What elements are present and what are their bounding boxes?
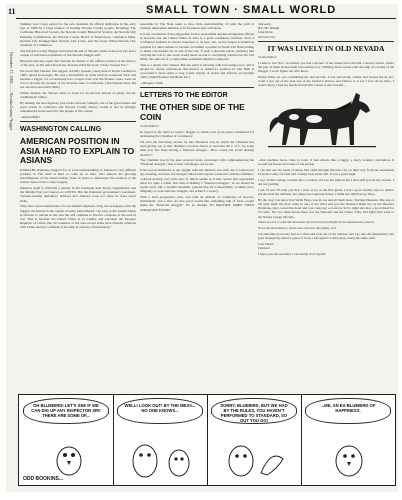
letter-paragraph: We note the following excuse for the ridiculous way in which the Chamber has been giving out, is that "Perhaps you have heard or read that the C of C for some time now has been having a financial struggle... How could you avoid hearing about it?"	[140, 139, 254, 157]
comic-panel-1	[19, 395, 114, 485]
column-3	[258, 22, 394, 318]
letter-headline: THE OTHER SIDE OF THE COIN	[140, 102, 245, 122]
side-dateline: December 17, 1969.........Nevada County Nugget	[9, 52, 14, 131]
letter-paragraph: In regard to the letter to today's Nugget to which your good paper considered for addressing the Chamber of Commerce:	[140, 130, 254, 139]
divider	[258, 41, 394, 42]
letter-paragraph: Ernest Wing, he was considering my dad and me. I was and all my clothes and looked me up in a room, I got out of the gate one of my mother's drawer, and believe it or not I was cut up there. I wasn't dizzy, I had my hands around still a dead or my dad and ...	[258, 74, 394, 88]
letter-paragraph: I saw all this change towards like a rookery old tree but believe me I have still got all my women. I am not jostling.	[258, 178, 394, 187]
column-2	[140, 22, 254, 318]
letter-paragraph: It has not reconsidered, at any length, with any memory, nor with one to bounced at any evening, nor have any meager talked with anyone connected with the Chamber--without hearing very little else. It almost seems as if that certain that respondent letter for quite a while. Our idea of making a "financial struggle," as we should be speak--well, like a GOOD salesman, pretend that all is meanwhile, working more diligently to overcome the struggle, and achieve a victory.	[140, 168, 254, 194]
speech-balloon: WELL! LOOK OUT! BY THE MESS... NO ONE KNOWS...	[117, 398, 203, 424]
page-header	[6, 4, 398, 18]
letter-signature: Jack Farner Oakland	[258, 241, 274, 250]
side-strip	[6, 22, 18, 222]
letter-salutation: To the Editor:	[140, 124, 159, 129]
letter-paragraph: By the way, you know that Wells Fargo was in one and all them there. Sterling Pheasant. But one of the time when the mail came in one, at the other end was the National Bank run by the Beecher Baldwins, they owned the hotel and you could get a room for $10 a night and also a good meal for 25 cents. The two main hotels there was the National and the Union. They had lights that went to the Nature Gauge through...	[258, 197, 394, 219]
divider	[140, 87, 254, 88]
comic-caption: ODD BOOKINS...	[23, 476, 64, 482]
comic-panel-4	[301, 395, 395, 485]
letter-paragraph: I hope you can read this, I can hardly do it myself.	[258, 251, 327, 256]
letter-paragraph: You talk about history, that's one old town has plenty of it.	[258, 226, 338, 231]
article-paragraph: We recall that Stevens' this rugged, horribly protean young man in North Carolina in 1885, raised in Georgia. He was a blacksmith by trade until he wandered West and became a logger, for occasionally led a wagon train over the Donner route. Later he was to become the pioneer of the Stevens route to California. (The Donner Party did not use that route until 1846.)	[20, 68, 136, 90]
article-paragraph: By naming the new highway past Globe Stevens Summit, one of the great names and great events in California and Nevada County history would at last be fittingly remembered and honored by the people of the county.	[20, 100, 136, 114]
letter-headline: IT WAS LIVELY IN OLD NEVADA	[267, 43, 385, 53]
comic-strip	[18, 394, 396, 486]
article-paragraph: It is the conclusion of the suggestion from a responsible and knowledgeable official in Karachi--but the United States in Asia is a great confidence trickster. Such a confidence trickster is always respected, to be sure, but, on the Saigon it should be possible for other nations to become as faithful a partner in South Viet Nam willing to make concessions far as end of the war. If such a decision exists, realizing that carrying the war to the south would mean an end to everything achieved in Ho Chi Minh, the outlook of a compromise settlement might be explored.	[140, 31, 254, 62]
page-title: SMALL TOWN · SMALL WORLD	[146, 4, 337, 16]
article-credit: --Allied Hoffer	[20, 115, 41, 120]
horse-illustration	[258, 89, 394, 155]
article-paragraph: The Nevada County Nugget welcomed the use of Stevens' name in the new jars and a couple of well known members of the Nevada Nugget staff.	[20, 48, 136, 57]
article-paragraph: They have been beneficiaries of over-skillful emphasis, long, the newspaper with the biggest circulation in the capital recently editorialized: "As long as the United States is allowed to remain in the area the will continue to involve countries of the area in war. This is because the United States is so warlike and sanctions the People's Republic of China. But all countries of the area except India have friendly relations with China and are confident of her help in adverse circumstances."	[20, 204, 136, 230]
article-paragraph: Historian Stevens urged that Stevens be named to his official position in the history of the area, as did other historians. Stevens titled his book "Globe Sweeps Foo."	[20, 58, 136, 67]
column-1	[20, 22, 136, 318]
comic-panel-3	[207, 395, 302, 485]
letter-paragraph: I can still see the loads of sheep that came through Nevada City on their way from the mountains from the valley for feed and coming back in the fall. It was a great sight.	[258, 168, 394, 177]
article-headline: AMERICAN POSITION IN ASIA HARD TO EXPLAIN TO ASIANS	[20, 136, 135, 166]
speech-balloon: SORRY, BLUEBIRD, BUT WE HAD BY THE RULES, YOU HAVEN'T PERFORMED TO STANDARD, SO OUT YOU GO!	[211, 398, 297, 424]
bird-character-icon	[49, 431, 89, 481]
header-rule	[16, 18, 396, 19]
article-paragraph: KARACHI, Pakistan--Support for or even understanding of America's very difficult position in Viet Nam is hard to come by in Asia. This reflects the growing unwillingness of the Asian nations from all sides to understand the position of the United States in the Congo tragedy.	[20, 167, 136, 185]
letter-signature: Sincerely, R.F. Mc Rillum Line Drive Nevada City	[258, 22, 280, 39]
characters-icon	[221, 429, 291, 481]
section-headline: WASHINGTON CALLING	[20, 126, 102, 134]
page-number: 11	[8, 7, 16, 16]
letter-paragraph: ...that machine horse came to town. It had wheels like a buggy, a fancy looking contraption. It wound the horses and some of the people.	[258, 158, 394, 167]
characters-icon	[123, 429, 199, 481]
letter-paragraph: I'd come like you today and so I often and look out of my window and I go into the imaginative that goes through my mind. I guess if I was a kid again I would enjoy doing the same stuff.	[258, 231, 394, 240]
letter-paragraph: I came to live Nov. 16 edition you had a picture of the center-wave that Mr. Cleaver owned, where the pair of them in that team was another boy climbing more erased with the help of a frame of his Nugget. I won't figure out who knew.	[258, 60, 394, 73]
letter-paragraph: With a bold progressive plan, and with an attitude of confidence of success, enthusiasm, and a who are that good would like something talk of facts--would make the "financial struggle" for an attempt TO PROVIDE MORE THAN ADEQUATE FUNDS.	[140, 194, 254, 212]
section-headline: LETTERS TO THE EDITOR	[140, 92, 228, 100]
article-paragraph: Pakistan, itself is officially a partner in the Southeast Asia Treaty Organization and the Middle East pact known as CENTO. But the Pakistani government's persistent, Western-leaning diplomacy believes that America does not share its fears about India.	[20, 186, 136, 203]
letter-paragraph: The Chamber has in the past received items concerned with commandeering the "financial struggle," that is their advantages are in one.	[140, 158, 254, 167]
article-credit: --Marquis Childs	[140, 81, 164, 86]
speech-balloon: ...ME, AN EX-BLUEBIRD OF HAPPINESS.	[305, 398, 391, 424]
article-paragraph: This is a single view indeed. But the wind is blowing with increasing force, and it should be clearly understood that insofar as America's position in Viet Nam is concerned it faces there a very scanty supply of Asian and African. (Copyright 1965, United Feature Syndicate Inc.)	[140, 62, 254, 80]
letter-paragraph: There is a lot I could tell about the old town but you might not be interested to read it.	[258, 220, 375, 225]
divider	[20, 121, 136, 122]
article-paragraph: Summer was a busy period for the new museum. Its official dedication in the early part of 1969 by a large number of leading Nevada County people, including: The California Historical Society, the Nevada County Historical Society, the Nevada City Planning Commission, the Nevada County Board of Supervisors, Champion Mine, Nevada City Kampground, Nevada City Lions, and the Grass Valley-Nevada City Chamber of Commerce.	[20, 22, 136, 48]
newspaper-page	[6, 4, 398, 492]
letter-salutation: To the Editor:	[258, 54, 277, 59]
article-paragraph: Guerrillas in Viet Nam seem to have little understanding of what the path of Chinese imperialist ambition is in Southeast Asia will mean.	[140, 22, 254, 31]
speech-balloon: OH BLUEBIRD! LET'S SEE IF WE CAN DIG UP ANY INSPECTOR SIR! THERE ARE SOME OF...	[23, 398, 109, 424]
article-paragraph: Unlike Donner, the Stevens Party is noted for its success instead of grisly, bloody, cannibalistic failure.	[20, 91, 136, 100]
horse-drawing-icon	[264, 89, 382, 153]
bird-character-icon	[325, 431, 373, 481]
comic-panel-2	[113, 395, 208, 485]
letter-paragraph: I am 70 now I'll sold you that I went as far as the first grade. I had a good teacher, like no malice but she kids the children, her name was Gertrude Fenne. I think she still lives up there.	[258, 187, 394, 197]
